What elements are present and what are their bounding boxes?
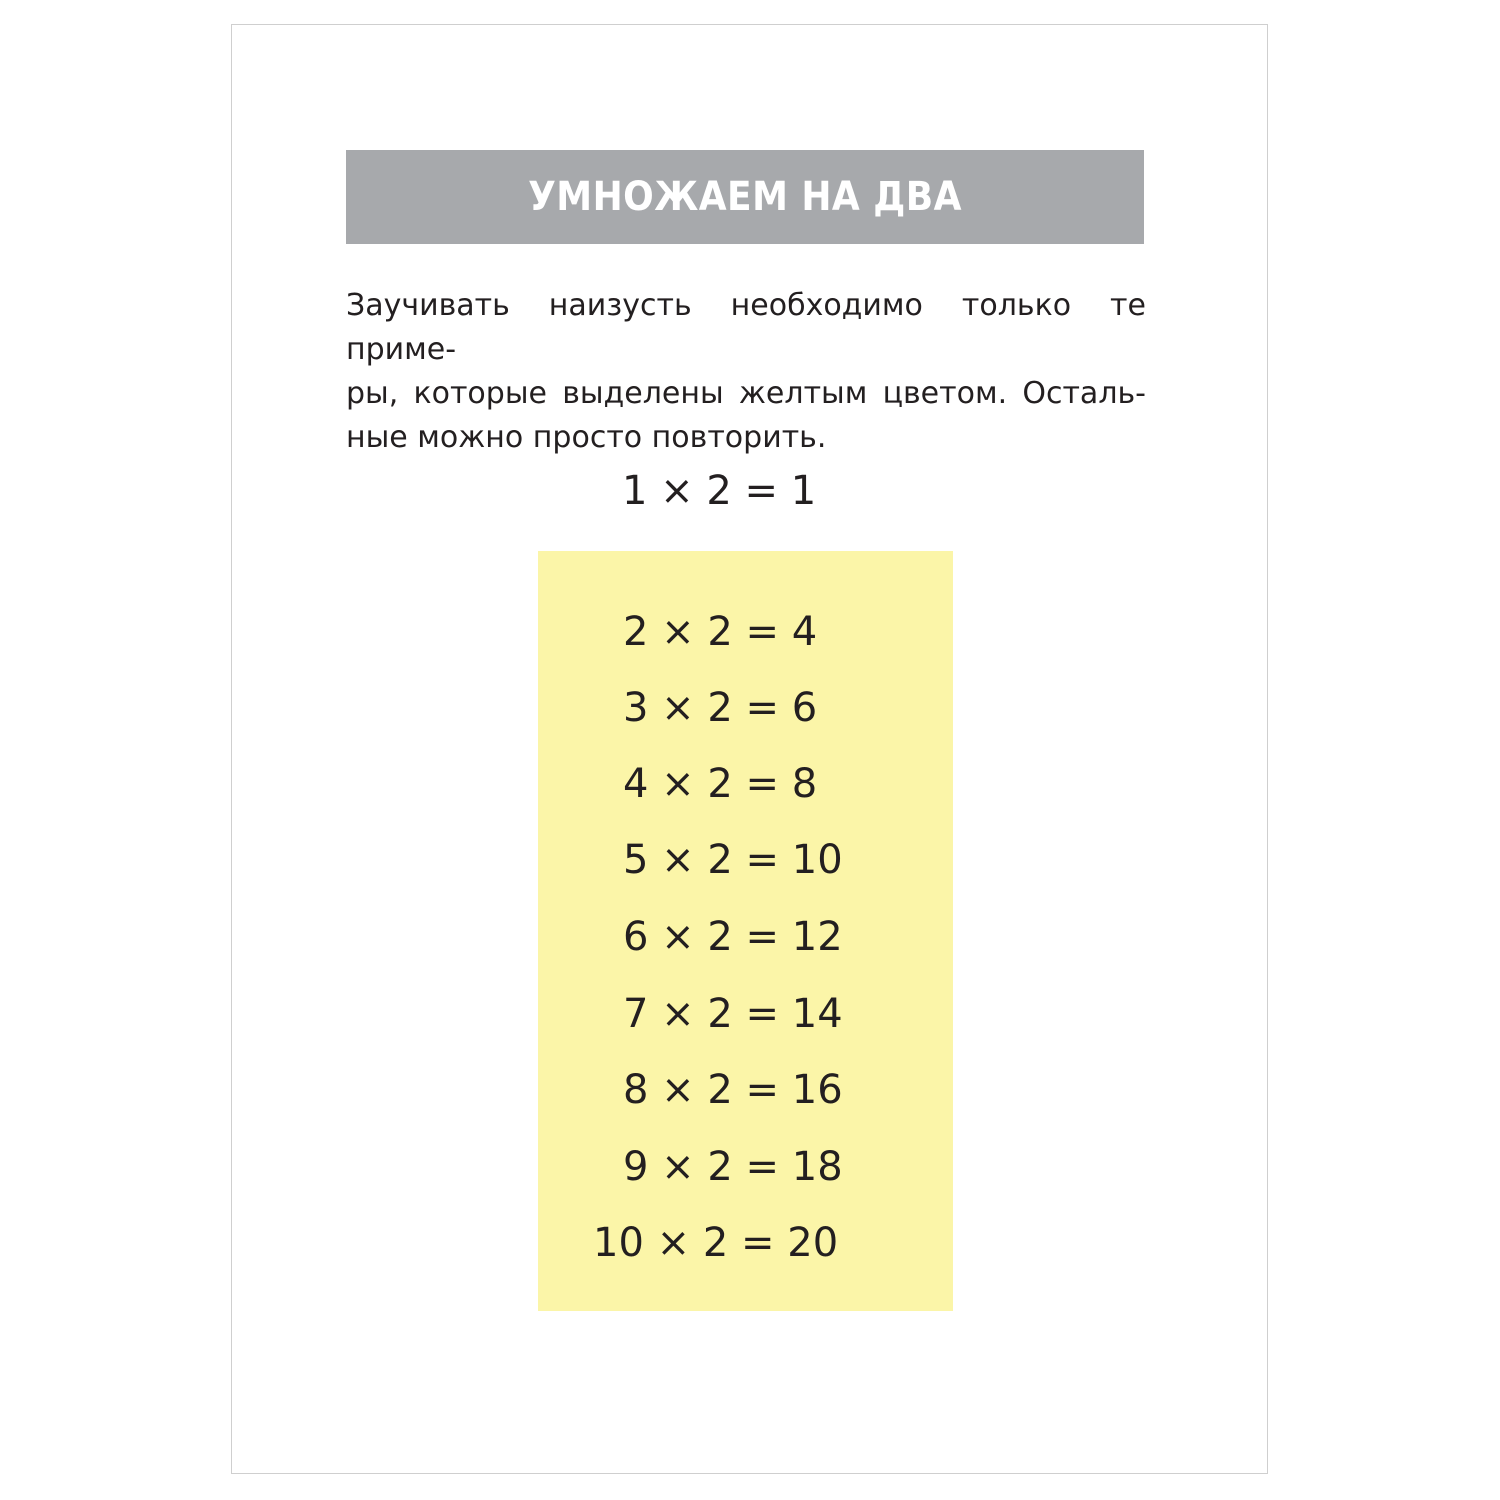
equation-row: 9 × 2 = 18 <box>623 1144 843 1190</box>
equation-row: 10 × 2 = 20 <box>593 1220 839 1266</box>
equation-row: 7 × 2 = 14 <box>623 991 843 1037</box>
intro-line: Заучивать наизусть необходимо только те приме- <box>346 288 1146 367</box>
equation-row: 6 × 2 = 12 <box>623 914 843 960</box>
equation-one-times-two: 1 × 2 = 1 <box>622 468 817 514</box>
title-banner <box>346 150 1144 244</box>
equation-row: 2 × 2 = 4 <box>623 609 818 655</box>
highlighted-equations-block <box>538 551 953 1311</box>
intro-line: ры, которые выделены желтым цветом. Осталь- <box>346 376 1146 411</box>
equation-row: 8 × 2 = 16 <box>623 1067 843 1113</box>
equation-row: 5 × 2 = 10 <box>623 837 843 883</box>
equation-row: 4 × 2 = 8 <box>623 761 818 807</box>
intro-line: ные можно просто повторить. <box>346 420 827 455</box>
intro-paragraph <box>346 284 1146 460</box>
page-title: УМНОЖАЕМ НА ДВА <box>528 174 962 220</box>
equation-row: 3 × 2 = 6 <box>623 685 818 731</box>
